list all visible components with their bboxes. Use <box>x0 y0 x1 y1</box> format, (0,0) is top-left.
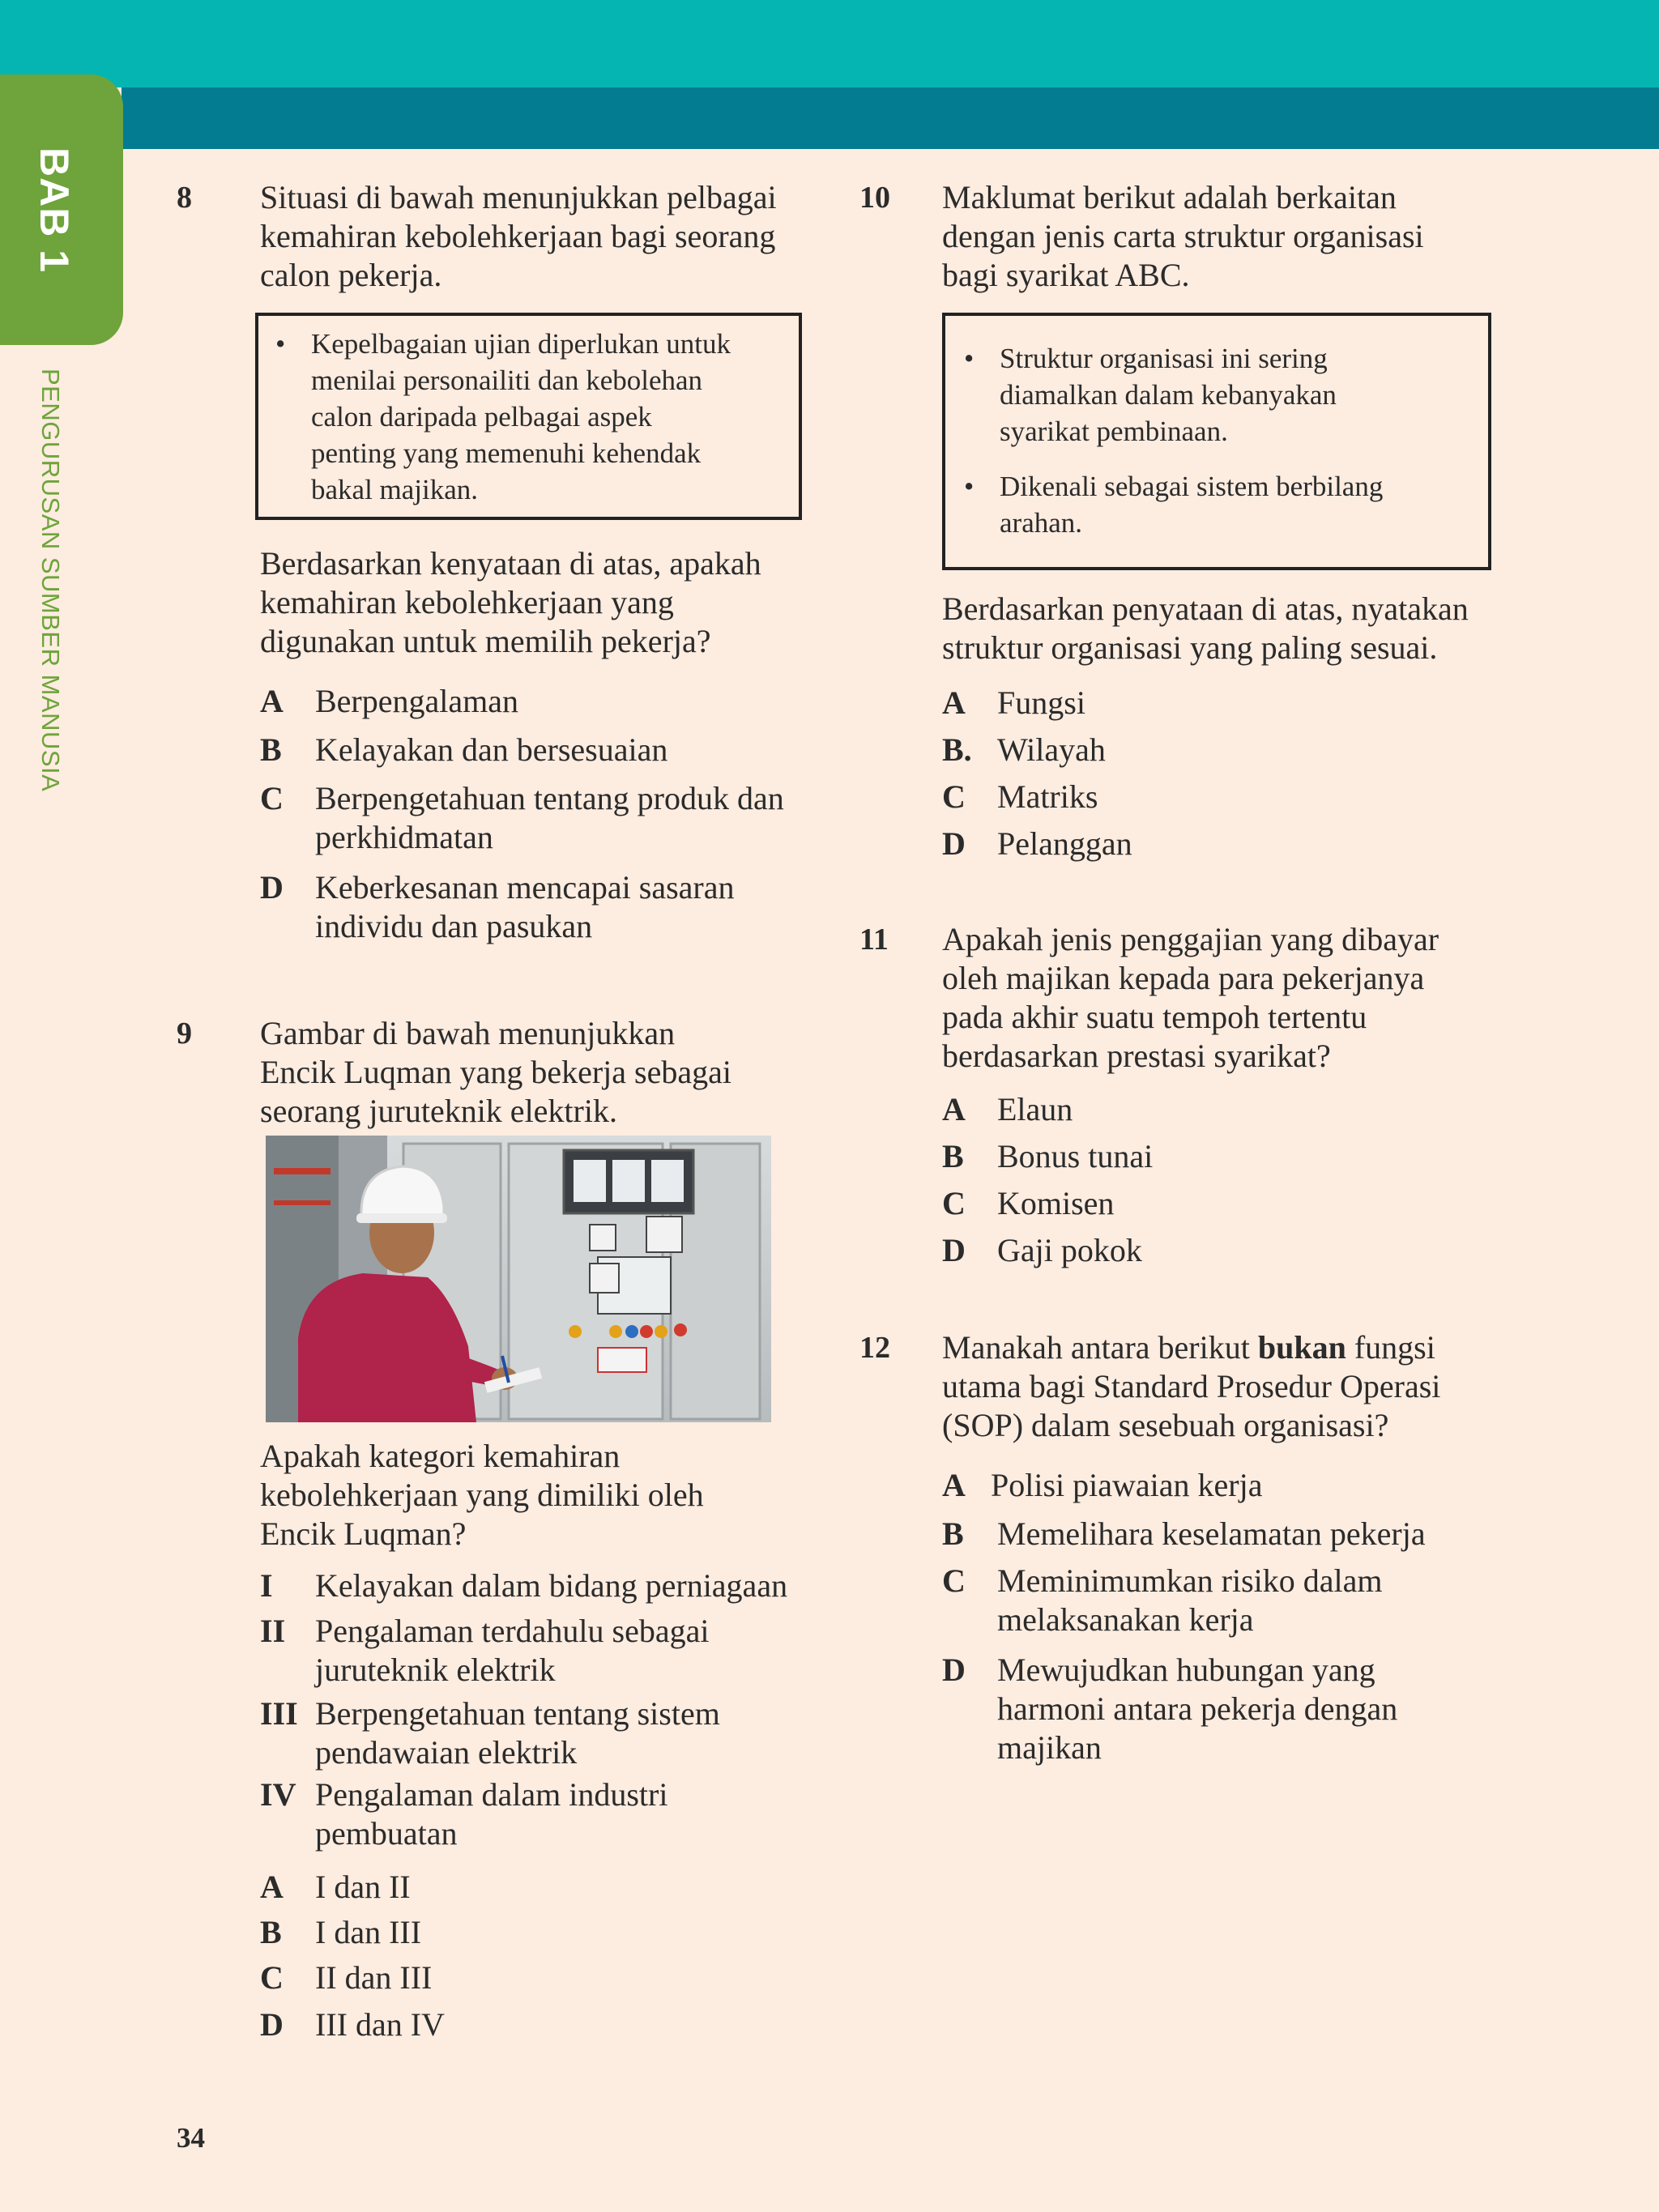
info-bullet: • Struktur organisasi ini sering diamalkan dalam kebanyakan syarikat pembinaan. <box>964 340 1337 450</box>
header-sub-band <box>122 87 1659 149</box>
header-band <box>0 0 1659 87</box>
info-bullet: • Kepelbagaian ujian diperlukan untuk menilai personailiti dan kebolehan calon daripada pelbagai aspek penting yang memenuhi kehendak bakal majikan. <box>275 326 731 508</box>
question-stem: Gambar di bawah menunjukkan Encik Luqman yang bekerja sebagai seorang juruteknik elektrik. <box>260 1015 731 1129</box>
question-number: 11 <box>859 923 889 957</box>
question-stem: Apakah jenis penggajian yang dibayar oleh majikan kepada para pekerjanya pada akhir suatu tempoh tertentu berdasarkan prestasi syarikat? <box>942 921 1439 1074</box>
question-number: 9 <box>177 1016 192 1051</box>
info-bullet: • Dikenali sebagai sistem berbilang arahan. <box>964 468 1383 541</box>
question-stem: Manakah antara berikut bukan fungsi utama bagi Standard Prosedur Operasi (SOP) dalam sesebuah organisasi? <box>942 1329 1441 1443</box>
page-number: 34 <box>177 2122 205 2154</box>
question-stem: Situasi di bawah menunjukkan pelbagai kemahiran kebolehkerjaan bagi seorang calon pekerja. <box>260 179 777 293</box>
chapter-title: PENGURUSAN SUMBER MANUSIA <box>36 369 65 792</box>
technician-illustration <box>266 1136 771 1422</box>
question-number: 8 <box>177 181 192 215</box>
question-stem: Maklumat berikut adalah berkaitan dengan jenis carta struktur organisasi bagi syarikat ABC. <box>942 179 1424 293</box>
technician-photo <box>266 1136 771 1422</box>
question-prompt: Berdasarkan kenyataan di atas, apakah kemahiran kebolehkerjaan yang digunakan untuk memilih pekerja? <box>260 545 761 659</box>
question-prompt: Apakah kategori kemahiran kebolehkerjaan yang dimiliki oleh Encik Luqman? <box>260 1438 704 1552</box>
question-number: 12 <box>859 1331 890 1365</box>
question-number: 10 <box>859 181 890 215</box>
question-prompt: Berdasarkan penyataan di atas, nyatakan struktur organisasi yang paling sesuai. <box>942 590 1469 666</box>
chapter-label: BAB 1 <box>32 147 77 274</box>
